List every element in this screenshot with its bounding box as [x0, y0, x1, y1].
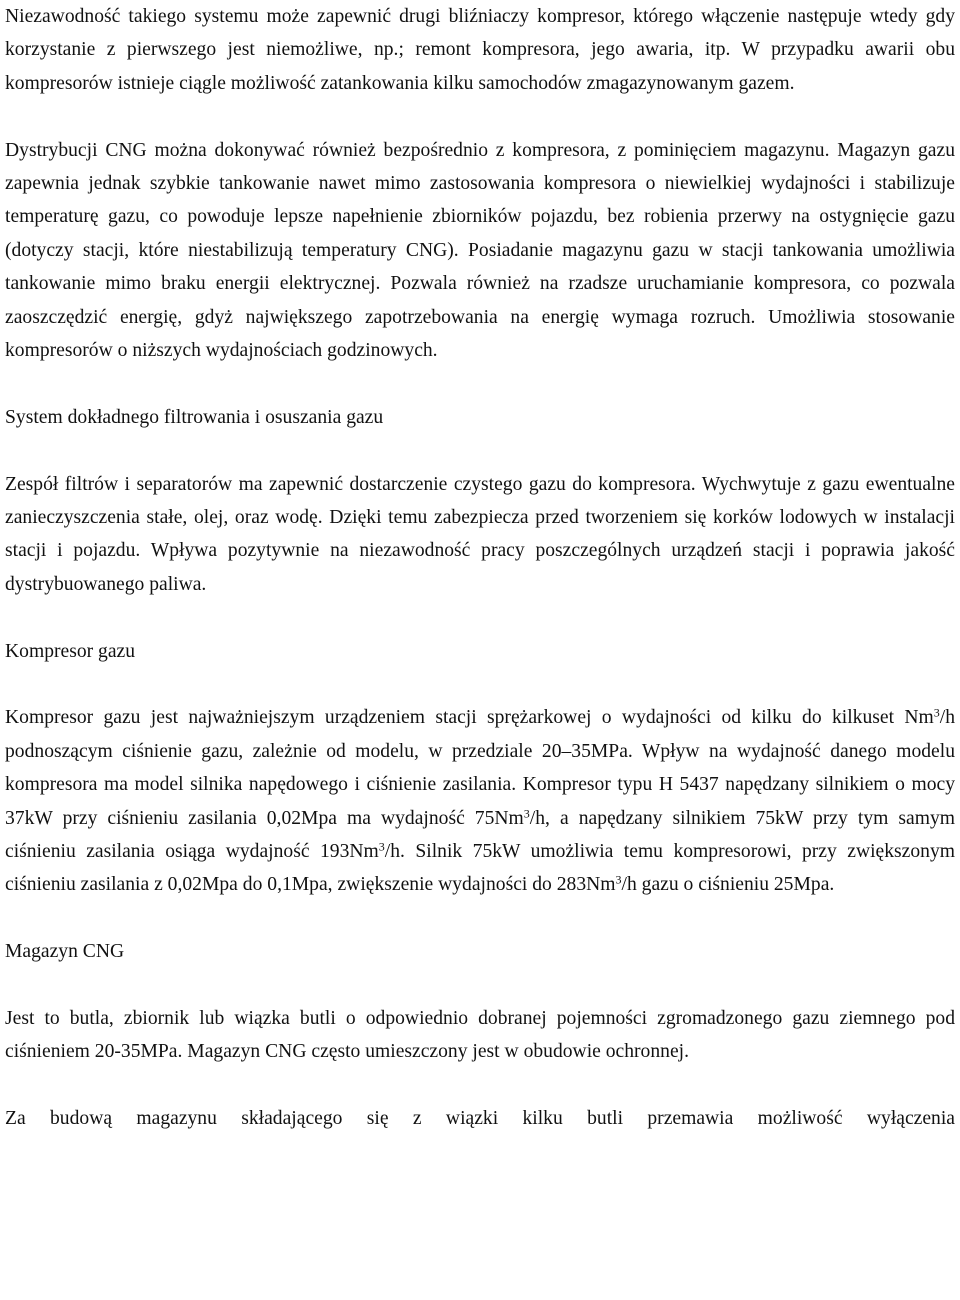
superscript-3: 3 [523, 806, 530, 821]
paragraph-compressor [5, 701, 955, 901]
superscript-3: 3 [933, 705, 940, 720]
paragraph-gap [5, 100, 955, 133]
paragraph-storage-bundle-truncated: Za budową magazynu składającego się z wiązki kilku butli przemawia możliwość wyłączenia [5, 1108, 955, 1130]
heading-filtering-system: System dokładnego filtrowania i osuszania gazu [5, 406, 384, 428]
document-page [5, 0, 955, 1136]
paragraph-gap [5, 601, 955, 634]
paragraph-intro: Niezawodność takiego systemu może zapewnić drugi bliźniaczy kompresor, którego włączenie następuje wtedy gdy korzystanie z pierwszego jest niemożliwe, np.; remont kompresora, jego awaria, itp. W przypadku awarii obu kompresorów istnieje ciągle możliwość zatankowania kilku samochodów zmagazynowanym gazem. [5, 6, 955, 94]
paragraph-gap [5, 434, 955, 467]
paragraph-distribution: Dystrybucji CNG można dokonywać również bezpośrednio z kompresora, z pominięciem magazynu. Magazyn gazu zapewnia jednak szybkie tankowanie nawet mimo zastosowania kompresora o niewielkiej wydajności i stabilizuje temperaturę gazu, co powoduje lepsze napełnienie zbiorników pojazdu, bez robienia przerwy na ostygnięcie gazu (dotyczy stacji, które niestabilizują temperatury CNG). Posiadanie magazynu gazu w stacji tankowania umożliwia tankowanie mimo braku energii elektrycznej. Pozwala również na rzadsze uruchamianie kompresora, co pozwala zaoszczędzić energię, gdyż największego zapotrzebowania na energię wymaga rozruch. Umożliwia stosowanie kompresorów o niższych wydajnościach godzinowych. [5, 139, 955, 362]
heading-compressor: Kompresor gazu [5, 640, 136, 662]
compressor-text-2: /h podnoszącym ciśnienie gazu, zależnie od modelu, w przedziale 20–35MPa. Wpływ na wydajność danego modelu kompresora ma model silnika napędowego i ciśnienie zasilania. Kompresor typu H 5437 napędzany silnikiem o mocy 37kW przy ciśnieniu zasilania 0,02Mpa ma wydajność 75Nm [5, 707, 955, 829]
compressor-text-5: /h gazu o ciśnieniu 25Mpa. [621, 874, 835, 896]
superscript-3: 3 [615, 872, 622, 887]
heading-cng-storage: Magazyn CNG [5, 941, 125, 963]
compressor-text-4: /h. Silnik 75kW umożliwia temu kompresorowi, przy zwiększonym ciśnieniu zasilania z 0,02Mpa do 0,1Mpa, zwiększenie wydajności do 283Nm [5, 841, 956, 896]
paragraph-gap [5, 1069, 955, 1102]
paragraph-gap [5, 902, 955, 935]
paragraph-filtering: Zespół filtrów i separatorów ma zapewnić dostarczenie czystego gazu do kompresora. Wychwytuje z gazu ewentualne zanieczyszczenia stałe, olej, oraz wodę. Dzięki temu zabezpiecza przed tworzeniem się korków lodowych w instalacji stacji i pojazdu. Wpływa pozytywnie na niezawodność pracy poszczególnych urządzeń stacji i poprawia jakość dystrybuowanego paliwa. [5, 473, 955, 595]
paragraph-gap [5, 969, 955, 1002]
superscript-3: 3 [378, 839, 385, 854]
compressor-text-1: Kompresor gazu jest najważniejszym urządzeniem stacji sprężarkowej o wydajności od kilku do kilkuset Nm [5, 707, 934, 729]
compressor-text-3: /h, a napędzany silnikiem 75kW przy tym samym ciśnieniu zasilania osiąga wydajność 193Nm [5, 807, 955, 863]
paragraph-storage: Jest to butla, zbiornik lub wiązka butli o odpowiednio dobranej pojemności zgromadzonego gazu ziemnego pod ciśnieniem 20-35MPa. Magazyn CNG często umieszczony jest w obudowie ochronnej. [5, 1008, 955, 1063]
paragraph-gap [5, 367, 955, 400]
paragraph-gap [5, 668, 955, 701]
